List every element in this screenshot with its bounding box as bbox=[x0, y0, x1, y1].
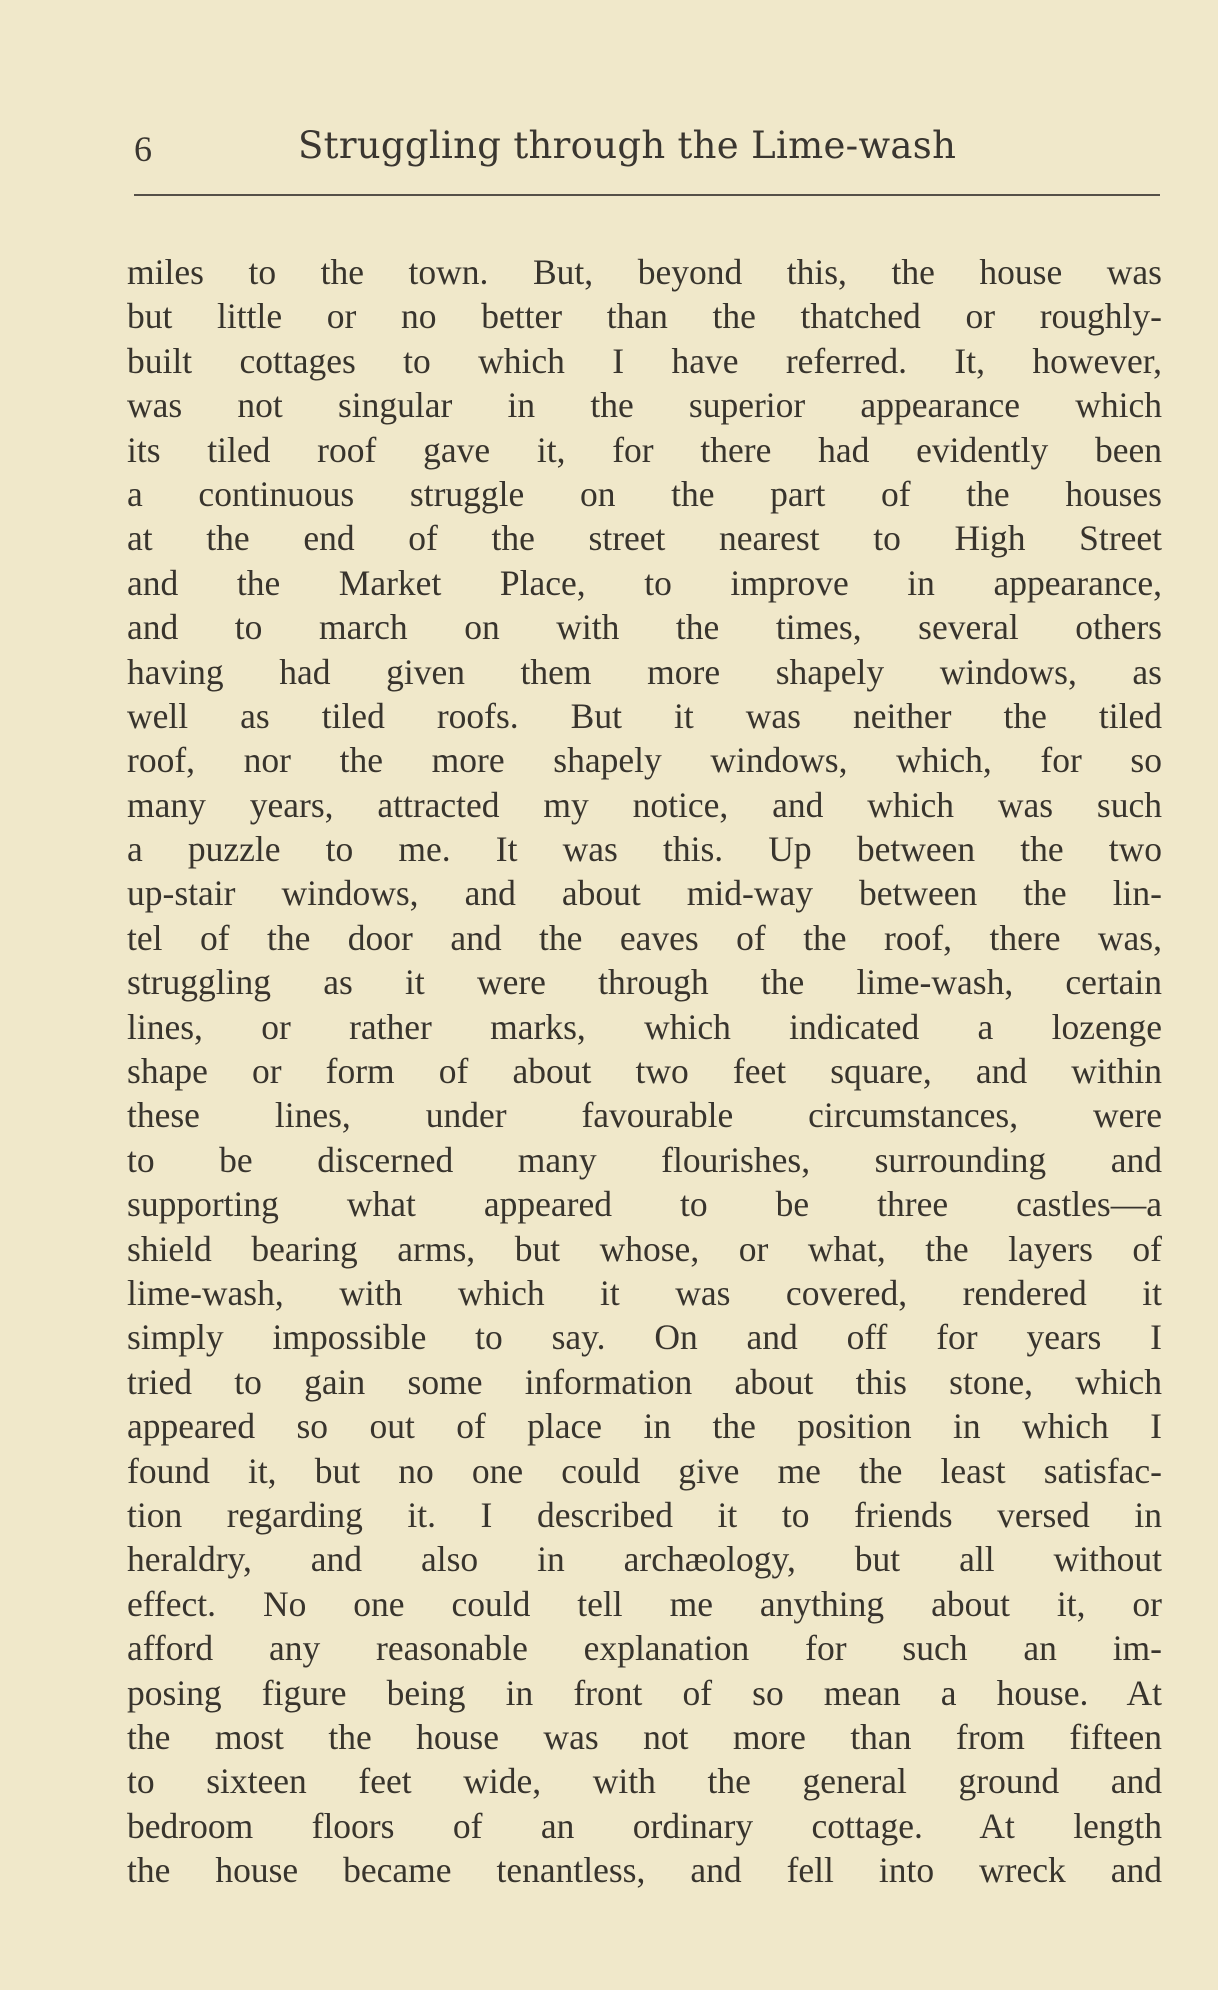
text-line: a continuous struggle on the part of the houses bbox=[127, 473, 1162, 514]
text-line: tried to gain some information about this stone, which bbox=[127, 1361, 1162, 1402]
text-line: roof, nor the more shapely windows, which, for so bbox=[127, 740, 1162, 781]
text-line: a puzzle to me. It was this. Up between the two bbox=[127, 829, 1162, 870]
text-line: was not singular in the superior appearance which bbox=[127, 385, 1162, 426]
text-line: effect. No one could tell me anything about it, or bbox=[127, 1583, 1162, 1624]
text-line: its tiled roof gave it, for there had evidently been bbox=[127, 429, 1162, 470]
text-line: and the Market Place, to improve in appearance, bbox=[127, 562, 1162, 603]
running-title: Struggling through the Lime-wash bbox=[298, 124, 957, 167]
text-line: tion regarding it. I described it to friends versed in bbox=[127, 1494, 1162, 1535]
text-line: built cottages to which I have referred. It, however, bbox=[127, 340, 1162, 381]
page-header bbox=[128, 122, 1158, 182]
text-line: lime-wash, with which it was covered, rendered it bbox=[127, 1272, 1162, 1313]
text-line: afford any reasonable explanation for such an im- bbox=[127, 1628, 1162, 1669]
text-line: at the end of the street nearest to High Street bbox=[127, 518, 1162, 559]
header-rule bbox=[134, 194, 1160, 196]
text-line: tel of the door and the eaves of the roof, there was, bbox=[127, 917, 1162, 958]
text-line: miles to the town. But, beyond this, the house was bbox=[127, 252, 1162, 292]
text-line: shape or form of about two feet square, and within bbox=[127, 1051, 1162, 1092]
text-line: up-stair windows, and about mid-way between the lin- bbox=[127, 873, 1162, 914]
text-line: found it, but no one could give me the least satisfac- bbox=[127, 1450, 1162, 1491]
text-line: supporting what appeared to be three castles—a bbox=[127, 1184, 1162, 1225]
text-line: having had given them more shapely windows, as bbox=[127, 651, 1162, 692]
text-line: to sixteen feet wide, with the general ground and bbox=[127, 1761, 1162, 1802]
text-line: posing figure being in front of so mean a house. At bbox=[127, 1672, 1162, 1713]
text-line: well as tiled roofs. But it was neither the tiled bbox=[127, 695, 1162, 736]
page-number: 6 bbox=[134, 129, 152, 169]
text-line: but little or no better than the thatched or roughly- bbox=[127, 296, 1162, 337]
text-line: lines, or rather marks, which indicated a lozenge bbox=[127, 1006, 1162, 1047]
text-line: appeared so out of place in the position in which I bbox=[127, 1406, 1162, 1447]
text-line: many years, attracted my notice, and which was such bbox=[127, 784, 1162, 825]
text-line: to be discerned many flourishes, surrounding and bbox=[127, 1139, 1162, 1180]
text-line: the most the house was not more than from fifteen bbox=[127, 1716, 1162, 1757]
body-text bbox=[127, 250, 1162, 1892]
text-line: heraldry, and also in archæology, but all without bbox=[127, 1539, 1162, 1580]
text-line: these lines, under favourable circumstances, were bbox=[127, 1095, 1162, 1136]
text-line: shield bearing arms, but whose, or what, the layers of bbox=[127, 1228, 1162, 1269]
text-line: simply impossible to say. On and off for years I bbox=[127, 1317, 1162, 1358]
text-line: struggling as it were through the lime-wash, certain bbox=[127, 962, 1162, 1003]
text-line: the house became tenantless, and fell into wreck and bbox=[127, 1850, 1162, 1891]
text-line: bedroom floors of an ordinary cottage. At length bbox=[127, 1805, 1162, 1846]
text-line: and to march on with the times, several others bbox=[127, 607, 1162, 648]
